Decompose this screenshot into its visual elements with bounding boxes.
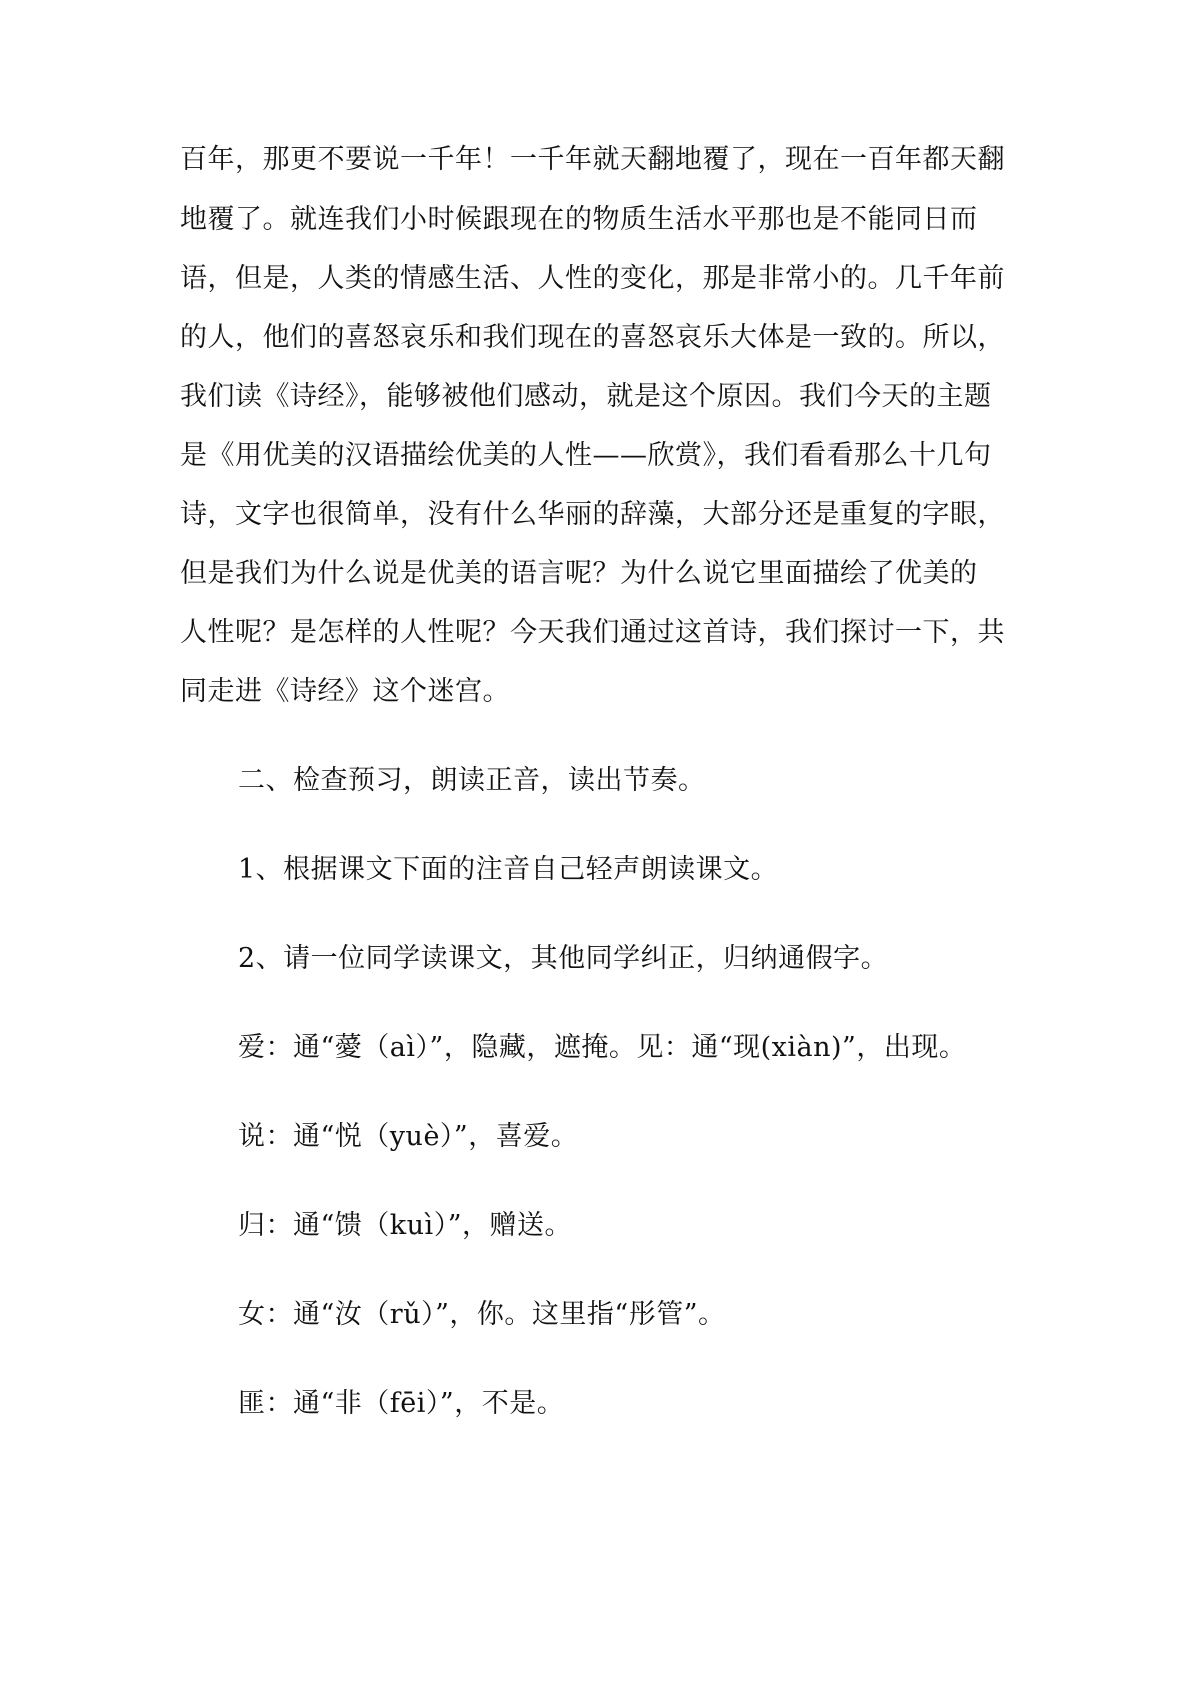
paragraph-line: 是《用优美的汉语描绘优美的人性——欣赏》，我们看看那么十几句 <box>180 440 992 471</box>
paragraph-line: 的人，他们的喜怒哀乐和我们现在的喜怒哀乐大体是一致的。所以， <box>180 322 1005 353</box>
paragraph-line: 诗，文字也很简单，没有什么华丽的辞藻，大部分还是重复的字眼， <box>180 499 1005 530</box>
paragraph-line: 语，但是，人类的情感生活、人性的变化，那是非常小的。几千年前 <box>180 263 1005 294</box>
gloss-item: 归：通“馈（kuì）”，赠送。 <box>238 1210 572 1241</box>
paragraph-line: 但是我们为什么说是优美的语言呢？为什么说它里面描绘了优美的 <box>180 558 978 589</box>
paragraph-line: 人性呢？是怎样的人性呢？今天我们通过这首诗，我们探讨一下，共 <box>180 617 1005 648</box>
gloss-item: 匪：通“非（fēi）”，不是。 <box>238 1388 565 1419</box>
paragraph-line: 同走进《诗经》这个迷宫。 <box>180 676 510 707</box>
paragraph-line: 百年，那更不要说一千年！一千年就天翻地覆了，现在一百年都天翻 <box>180 144 1005 175</box>
step-1: 1、根据课文下面的注音自己轻声朗读课文。 <box>238 854 779 885</box>
gloss-item: 说：通“悦（yuè）”，喜爱。 <box>238 1121 579 1152</box>
gloss-item: 女：通“汝（rǔ）”，你。这里指“彤管”。 <box>238 1299 726 1330</box>
step-2: 2、请一位同学读课文，其他同学纠正，归纳通假字。 <box>238 943 889 974</box>
paragraph-line: 地覆了。就连我们小时候跟现在的物质生活水平那也是不能同日而 <box>180 204 978 235</box>
gloss-item: 爱：通“薆（aì）”，隐藏，遮掩。见：通“现(xiàn)”，出现。 <box>238 1032 967 1063</box>
paragraph-line: 我们读《诗经》，能够被他们感动，就是这个原因。我们今天的主题 <box>180 381 992 412</box>
section-heading: 二、检查预习，朗读正音，读出节奏。 <box>238 765 706 796</box>
